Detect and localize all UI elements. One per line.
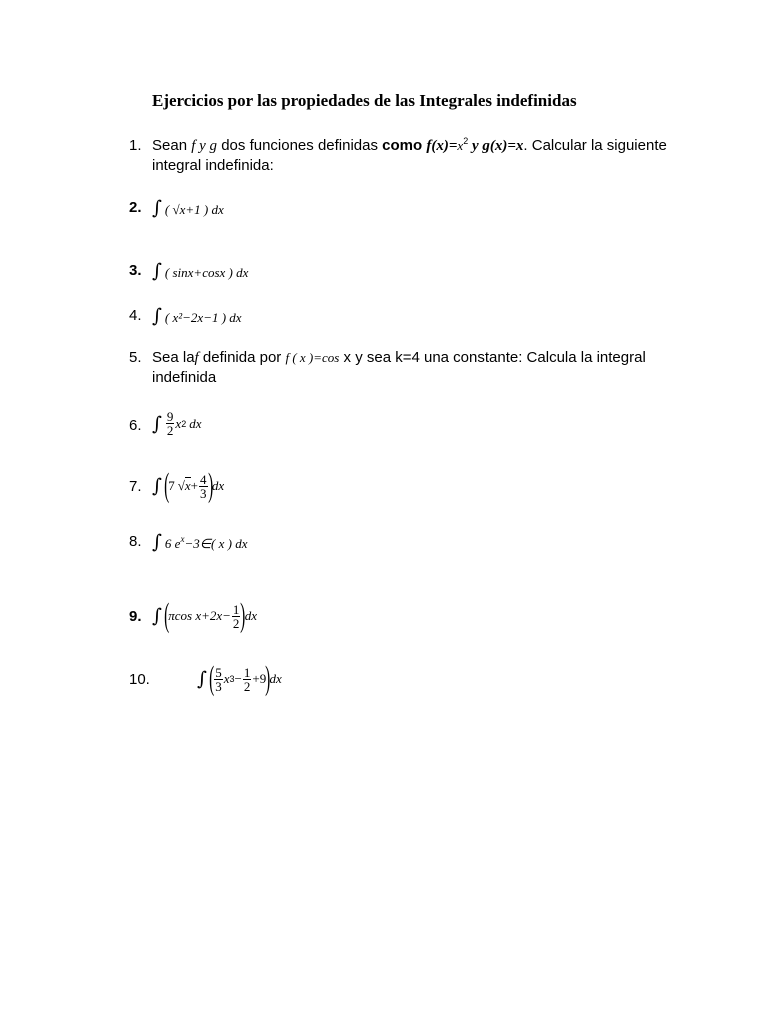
item-number: 5. [129, 349, 142, 366]
item-number: 7. [129, 478, 142, 495]
item-number: 4. [129, 307, 142, 324]
item-number: 9. [129, 608, 142, 625]
item-number: 8. [129, 533, 142, 550]
integral-sign: ∫ [152, 475, 162, 497]
fraction: 5 3 [215, 664, 222, 694]
integral-sign: ∫ [152, 305, 162, 327]
right-paren: ) [265, 660, 271, 697]
page-title: Ejercicios por las propiedades de las Integrales indefinidas [152, 91, 577, 110]
math-expression: ∫ 6 $e^x-3\in$( x ) dx [152, 531, 248, 553]
integral-sign: ∫ [152, 412, 162, 435]
fraction: 9 2 [166, 409, 174, 438]
fraction: $\frac{4}{3}$ [200, 471, 207, 501]
item-text: Sean f y g dos funciones definidas como $f(x)=x^2$ y g(x)=x. Calcular la siguiente integral indefinida: [152, 136, 667, 174]
item-number: 10. [129, 671, 150, 688]
math-expression: ∫ ( 5 3 x 3 − $\frac{1}{2}$ +9 ) dx [197, 660, 282, 697]
item-number: 3. [129, 262, 142, 279]
math-expression: ∫ ( √x+1 ) dx [152, 197, 224, 219]
fraction: $\frac{1}{2}$ [243, 664, 251, 694]
item-number: 1. [129, 137, 142, 154]
math-expression: ∫ 9 2 x 2 dx [152, 409, 202, 438]
item-number: 2. [129, 199, 142, 216]
integral-sign: ∫ [152, 197, 162, 219]
item-text: Sea laf definida por f ( x )=cos x y sea k=4 una constante: Calcula la integral indefinida [152, 349, 646, 386]
left-paren: ( [209, 660, 215, 697]
right-paren: ) [207, 467, 213, 504]
integral-sign: ∫ [152, 605, 162, 627]
math-expression: ∫ ( 7 √x + $\frac{4}{3}$ ) dx [152, 467, 225, 504]
item-number: 6. [129, 417, 142, 434]
left-paren: ( [164, 467, 170, 504]
math-expression: ∫ ( x²−2x−1 ) dx [152, 305, 242, 327]
integral-sign: ∫ [152, 531, 162, 553]
integral-sign: ∫ [152, 260, 162, 282]
math-expression: ∫ ( sinx+cosx ) dx [152, 260, 249, 282]
integral-sign: ∫ [197, 668, 207, 690]
math-expression: ∫ ( πcos x+2x− $\frac{1}{2}$ ) dx [152, 597, 258, 634]
left-paren: ( [164, 597, 170, 634]
right-paren: ) [240, 597, 246, 634]
fraction: $\frac{1}{2}$ [232, 601, 240, 631]
